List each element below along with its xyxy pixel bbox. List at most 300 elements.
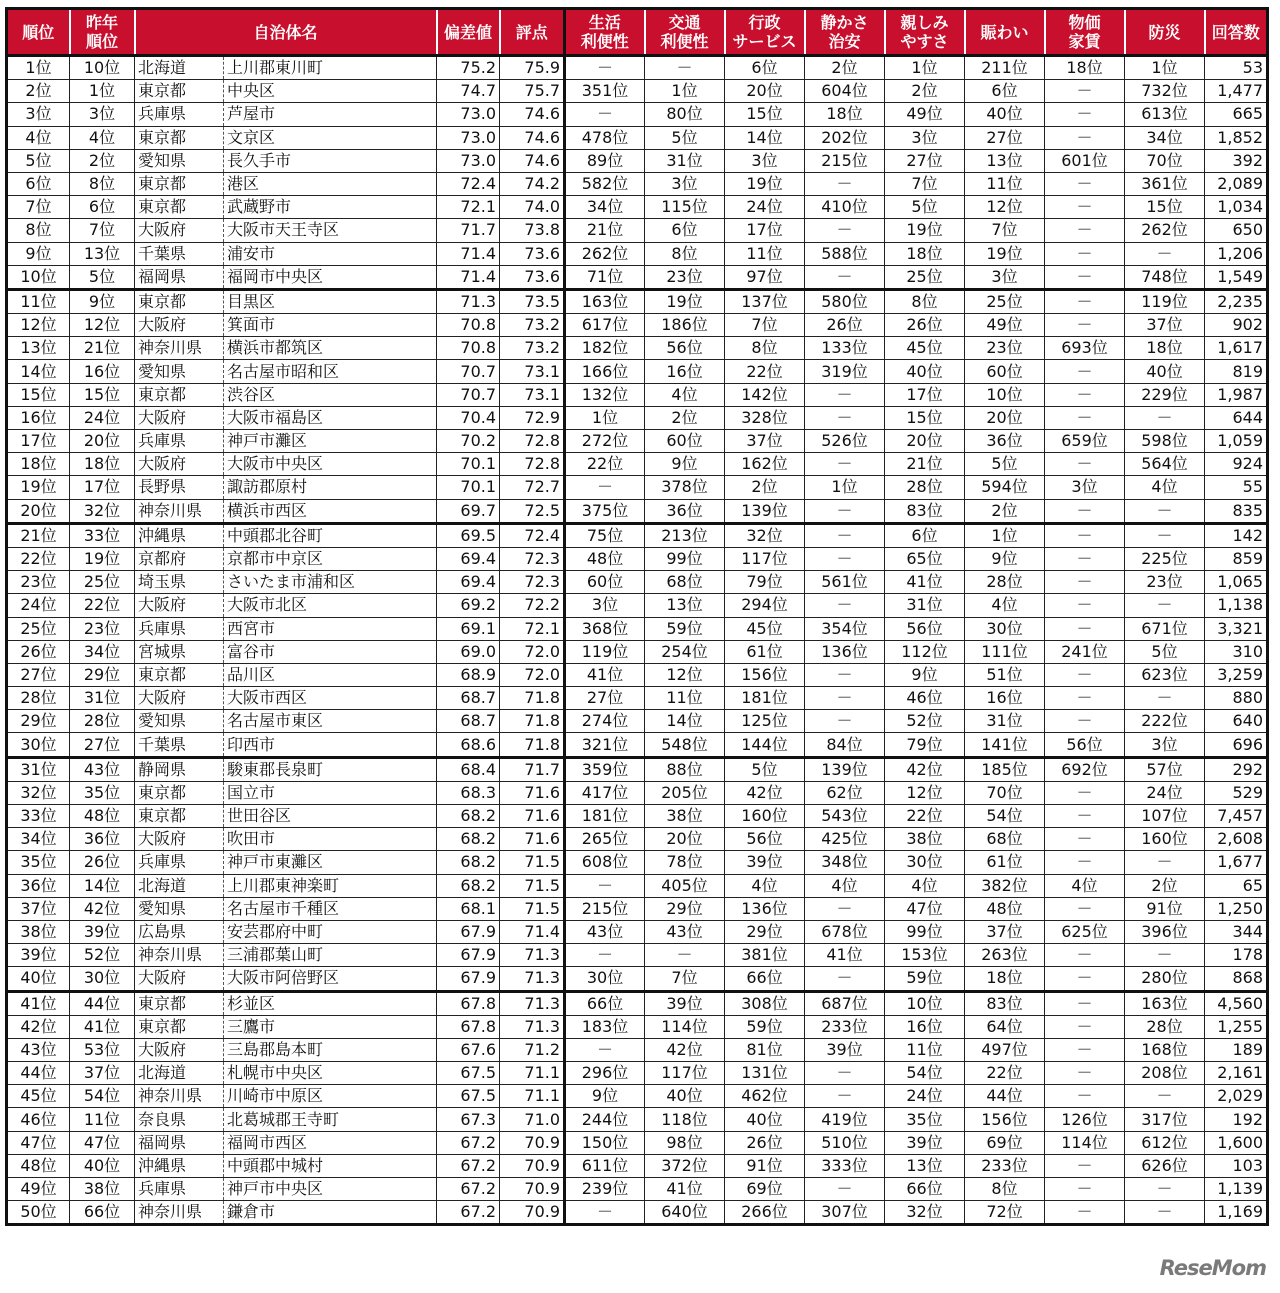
cell-responses: 868 — [1205, 967, 1268, 991]
cell-score: 70.9 — [500, 1201, 565, 1225]
cell-friendliness: 59位 — [885, 967, 965, 991]
cell-rank: 41位 — [7, 991, 70, 1015]
cell-responses: 1,677 — [1205, 851, 1268, 874]
cell-living-convenience: 181位 — [565, 805, 645, 828]
cell-quiet-safety: 526位 — [805, 430, 885, 453]
cell-responses: 4,560 — [1205, 991, 1268, 1015]
cell-prefecture: 大阪府 — [135, 687, 224, 710]
cell-score: 71.1 — [500, 1062, 565, 1085]
cell-rank: 4位 — [7, 126, 70, 149]
cell-quiet-safety: 588位 — [805, 242, 885, 265]
cell-transport-convenience: 39位 — [645, 991, 725, 1015]
cell-admin-service: 61位 — [725, 640, 805, 663]
cell-transport-convenience: 11位 — [645, 687, 725, 710]
cell-prices-rent: － — [1045, 242, 1125, 265]
cell-score: 71.5 — [500, 851, 565, 874]
cell-transport-convenience: 38位 — [645, 805, 725, 828]
table-row — [7, 172, 1268, 195]
cell-living-convenience: 262位 — [565, 242, 645, 265]
cell-deviation: 70.4 — [437, 406, 500, 429]
cell-municipality: 神戸市東灘区 — [224, 851, 437, 874]
cell-rank: 28位 — [7, 687, 70, 710]
cell-transport-convenience: 640位 — [645, 1201, 725, 1225]
cell-prices-rent: － — [1045, 710, 1125, 733]
cell-score: 71.8 — [500, 687, 565, 710]
cell-quiet-safety: 333位 — [805, 1154, 885, 1177]
cell-friendliness: 52位 — [885, 710, 965, 733]
table-row — [7, 360, 1268, 383]
cell-disaster-prevention: 317位 — [1125, 1108, 1205, 1131]
cell-friendliness: 46位 — [885, 687, 965, 710]
cell-municipality: 世田谷区 — [224, 805, 437, 828]
cell-score: 73.1 — [500, 360, 565, 383]
cell-admin-service: 20位 — [725, 80, 805, 103]
cell-responses: 665 — [1205, 103, 1268, 126]
cell-deviation: 68.2 — [437, 805, 500, 828]
cell-quiet-safety: 687位 — [805, 991, 885, 1015]
cell-transport-convenience: 14位 — [645, 710, 725, 733]
cell-last-year-rank: 3位 — [70, 103, 135, 126]
table-row — [7, 805, 1268, 828]
cell-quiet-safety: 319位 — [805, 360, 885, 383]
cell-prefecture: 大阪府 — [135, 1038, 224, 1061]
cell-responses: 880 — [1205, 687, 1268, 710]
cell-living-convenience: 272位 — [565, 430, 645, 453]
cell-friendliness: 65位 — [885, 547, 965, 570]
cell-quiet-safety: 41位 — [805, 944, 885, 967]
cell-score: 71.3 — [500, 967, 565, 991]
cell-transport-convenience: 16位 — [645, 360, 725, 383]
cell-deviation: 67.8 — [437, 1015, 500, 1038]
cell-quiet-safety: 410位 — [805, 196, 885, 219]
cell-friendliness: 42位 — [885, 757, 965, 781]
cell-rank: 22位 — [7, 547, 70, 570]
cell-disaster-prevention: － — [1125, 1178, 1205, 1201]
cell-transport-convenience: 56位 — [645, 337, 725, 360]
cell-responses: 640 — [1205, 710, 1268, 733]
cell-friendliness: 25位 — [885, 265, 965, 289]
cell-municipality: 三鷹市 — [224, 1015, 437, 1038]
cell-responses: 835 — [1205, 499, 1268, 523]
cell-friendliness: 153位 — [885, 944, 965, 967]
cell-municipality: さいたま市浦和区 — [224, 571, 437, 594]
cell-disaster-prevention: 4位 — [1125, 476, 1205, 499]
cell-friendliness: 13位 — [885, 1154, 965, 1177]
cell-disaster-prevention: 15位 — [1125, 196, 1205, 219]
cell-transport-convenience: 29位 — [645, 897, 725, 920]
cell-living-convenience: 265位 — [565, 828, 645, 851]
cell-liveliness: 37位 — [965, 920, 1045, 943]
cell-friendliness: 47位 — [885, 897, 965, 920]
cell-quiet-safety: 561位 — [805, 571, 885, 594]
cell-friendliness: 49位 — [885, 103, 965, 126]
cell-deviation: 68.2 — [437, 874, 500, 897]
cell-municipality: 港区 — [224, 172, 437, 195]
cell-admin-service: 15位 — [725, 103, 805, 126]
cell-municipality: 駿東郡長泉町 — [224, 757, 437, 781]
cell-municipality: 大阪市中央区 — [224, 453, 437, 476]
cell-friendliness: 3位 — [885, 126, 965, 149]
cell-responses: 3,321 — [1205, 617, 1268, 640]
cell-disaster-prevention: 208位 — [1125, 1062, 1205, 1085]
cell-quiet-safety: 136位 — [805, 640, 885, 663]
cell-friendliness: 56位 — [885, 617, 965, 640]
cell-liveliness: 30位 — [965, 617, 1045, 640]
cell-friendliness: 66位 — [885, 1178, 965, 1201]
cell-prices-rent: 241位 — [1045, 640, 1125, 663]
cell-prefecture: 大阪府 — [135, 967, 224, 991]
cell-disaster-prevention: 222位 — [1125, 710, 1205, 733]
cell-municipality: 名古屋市千種区 — [224, 897, 437, 920]
cell-admin-service: 40位 — [725, 1108, 805, 1131]
cell-prefecture: 神奈川県 — [135, 337, 224, 360]
cell-transport-convenience: 118位 — [645, 1108, 725, 1131]
cell-living-convenience: 119位 — [565, 640, 645, 663]
cell-liveliness: 40位 — [965, 103, 1045, 126]
cell-admin-service: 162位 — [725, 453, 805, 476]
cell-prices-rent: 114位 — [1045, 1131, 1125, 1154]
cell-friendliness: 79位 — [885, 733, 965, 757]
cell-score: 71.5 — [500, 874, 565, 897]
cell-admin-service: 294位 — [725, 594, 805, 617]
cell-living-convenience: 417位 — [565, 781, 645, 804]
cell-disaster-prevention: 671位 — [1125, 617, 1205, 640]
cell-liveliness: 36位 — [965, 430, 1045, 453]
table-row — [7, 453, 1268, 476]
cell-municipality: 諏訪郡原村 — [224, 476, 437, 499]
cell-deviation: 75.2 — [437, 56, 500, 80]
cell-responses: 696 — [1205, 733, 1268, 757]
cell-quiet-safety: － — [805, 897, 885, 920]
cell-living-convenience: 244位 — [565, 1108, 645, 1131]
cell-transport-convenience: 68位 — [645, 571, 725, 594]
cell-rank: 24位 — [7, 594, 70, 617]
cell-rank: 9位 — [7, 242, 70, 265]
table-row — [7, 710, 1268, 733]
cell-admin-service: 29位 — [725, 920, 805, 943]
cell-liveliness: 263位 — [965, 944, 1045, 967]
cell-admin-service: 32位 — [725, 523, 805, 547]
cell-prices-rent: 659位 — [1045, 430, 1125, 453]
cell-disaster-prevention: 598位 — [1125, 430, 1205, 453]
cell-prices-rent: － — [1045, 851, 1125, 874]
cell-score: 71.6 — [500, 828, 565, 851]
cell-transport-convenience: 31位 — [645, 149, 725, 172]
cell-deviation: 70.8 — [437, 337, 500, 360]
header-responses: 回答数 — [1205, 9, 1268, 56]
cell-transport-convenience: － — [645, 944, 725, 967]
header-municipality: 自治体名 — [135, 9, 437, 56]
cell-municipality: 名古屋市昭和区 — [224, 360, 437, 383]
cell-living-convenience: 351位 — [565, 80, 645, 103]
cell-liveliness: 18位 — [965, 967, 1045, 991]
cell-last-year-rank: 42位 — [70, 897, 135, 920]
cell-liveliness: 1位 — [965, 523, 1045, 547]
table-row — [7, 265, 1268, 289]
cell-transport-convenience: 5位 — [645, 126, 725, 149]
cell-last-year-rank: 4位 — [70, 126, 135, 149]
cell-score: 72.3 — [500, 571, 565, 594]
cell-prices-rent: － — [1045, 80, 1125, 103]
cell-liveliness: 13位 — [965, 149, 1045, 172]
cell-admin-service: 125位 — [725, 710, 805, 733]
cell-prices-rent: 3位 — [1045, 476, 1125, 499]
cell-deviation: 71.7 — [437, 219, 500, 242]
cell-disaster-prevention: 361位 — [1125, 172, 1205, 195]
cell-rank: 39位 — [7, 944, 70, 967]
cell-prefecture: 東京都 — [135, 172, 224, 195]
cell-score: 72.7 — [500, 476, 565, 499]
cell-score: 70.9 — [500, 1154, 565, 1177]
cell-disaster-prevention: 732位 — [1125, 80, 1205, 103]
cell-score: 71.3 — [500, 944, 565, 967]
cell-quiet-safety: － — [805, 383, 885, 406]
cell-transport-convenience: 23位 — [645, 265, 725, 289]
cell-quiet-safety: － — [805, 265, 885, 289]
cell-deviation: 68.6 — [437, 733, 500, 757]
cell-score: 73.2 — [500, 314, 565, 337]
cell-friendliness: 39位 — [885, 1131, 965, 1154]
cell-quiet-safety: 133位 — [805, 337, 885, 360]
cell-admin-service: 328位 — [725, 406, 805, 429]
cell-responses: 2,235 — [1205, 289, 1268, 313]
cell-transport-convenience: 378位 — [645, 476, 725, 499]
cell-quiet-safety: 354位 — [805, 617, 885, 640]
cell-score: 71.8 — [500, 733, 565, 757]
table-row — [7, 383, 1268, 406]
cell-responses: 2,089 — [1205, 172, 1268, 195]
cell-rank: 29位 — [7, 710, 70, 733]
cell-disaster-prevention: 18位 — [1125, 337, 1205, 360]
cell-rank: 23位 — [7, 571, 70, 594]
cell-rank: 17位 — [7, 430, 70, 453]
table-row — [7, 406, 1268, 429]
cell-rank: 1位 — [7, 56, 70, 80]
cell-friendliness: 112位 — [885, 640, 965, 663]
cell-admin-service: 381位 — [725, 944, 805, 967]
table-row — [7, 337, 1268, 360]
cell-prices-rent: － — [1045, 1154, 1125, 1177]
table-row — [7, 289, 1268, 313]
table-row — [7, 149, 1268, 172]
cell-disaster-prevention: － — [1125, 406, 1205, 429]
cell-disaster-prevention: 23位 — [1125, 571, 1205, 594]
table-row — [7, 687, 1268, 710]
cell-transport-convenience: 13位 — [645, 594, 725, 617]
table-row — [7, 1038, 1268, 1061]
cell-prices-rent: － — [1045, 1178, 1125, 1201]
cell-deviation: 69.5 — [437, 523, 500, 547]
cell-prefecture: 兵庫県 — [135, 430, 224, 453]
cell-transport-convenience: 1位 — [645, 80, 725, 103]
cell-quiet-safety: 348位 — [805, 851, 885, 874]
cell-friendliness: 16位 — [885, 1015, 965, 1038]
cell-liveliness: 20位 — [965, 406, 1045, 429]
cell-municipality: 大阪市西区 — [224, 687, 437, 710]
cell-municipality: 富谷市 — [224, 640, 437, 663]
cell-prices-rent: 692位 — [1045, 757, 1125, 781]
cell-prefecture: 奈良県 — [135, 1108, 224, 1131]
cell-transport-convenience: 99位 — [645, 547, 725, 570]
cell-prices-rent: － — [1045, 663, 1125, 686]
cell-transport-convenience: － — [645, 56, 725, 80]
cell-admin-service: 17位 — [725, 219, 805, 242]
cell-deviation: 69.4 — [437, 571, 500, 594]
cell-prefecture: 東京都 — [135, 663, 224, 686]
cell-prices-rent: － — [1045, 617, 1125, 640]
cell-prices-rent: － — [1045, 967, 1125, 991]
cell-friendliness: 99位 — [885, 920, 965, 943]
cell-municipality: 中央区 — [224, 80, 437, 103]
cell-admin-service: 2位 — [725, 476, 805, 499]
cell-transport-convenience: 43位 — [645, 920, 725, 943]
cell-disaster-prevention: 612位 — [1125, 1131, 1205, 1154]
cell-deviation: 69.0 — [437, 640, 500, 663]
cell-disaster-prevention: － — [1125, 1201, 1205, 1225]
cell-friendliness: 9位 — [885, 663, 965, 686]
cell-disaster-prevention: － — [1125, 851, 1205, 874]
cell-deviation: 67.2 — [437, 1154, 500, 1177]
cell-deviation: 70.8 — [437, 314, 500, 337]
cell-responses: 1,169 — [1205, 1201, 1268, 1225]
cell-score: 74.6 — [500, 126, 565, 149]
cell-last-year-rank: 8位 — [70, 172, 135, 195]
cell-deviation: 68.2 — [437, 828, 500, 851]
table-row — [7, 1154, 1268, 1177]
cell-quiet-safety: 215位 — [805, 149, 885, 172]
cell-last-year-rank: 47位 — [70, 1131, 135, 1154]
cell-rank: 2位 — [7, 80, 70, 103]
cell-liveliness: 48位 — [965, 897, 1045, 920]
cell-rank: 11位 — [7, 289, 70, 313]
cell-prefecture: 大阪府 — [135, 828, 224, 851]
cell-living-convenience: － — [565, 56, 645, 80]
cell-prefecture: 北海道 — [135, 1062, 224, 1085]
cell-liveliness: 4位 — [965, 594, 1045, 617]
cell-prefecture: 愛知県 — [135, 149, 224, 172]
cell-responses: 1,852 — [1205, 126, 1268, 149]
cell-prices-rent: － — [1045, 1062, 1125, 1085]
cell-score: 70.9 — [500, 1131, 565, 1154]
cell-prefecture: 千葉県 — [135, 733, 224, 757]
cell-friendliness: 27位 — [885, 149, 965, 172]
cell-transport-convenience: 186位 — [645, 314, 725, 337]
cell-disaster-prevention: 229位 — [1125, 383, 1205, 406]
cell-liveliness: 8位 — [965, 1178, 1045, 1201]
cell-deviation: 68.2 — [437, 851, 500, 874]
cell-deviation: 67.9 — [437, 944, 500, 967]
cell-prefecture: 北海道 — [135, 874, 224, 897]
cell-disaster-prevention: 225位 — [1125, 547, 1205, 570]
cell-last-year-rank: 36位 — [70, 828, 135, 851]
cell-admin-service: 37位 — [725, 430, 805, 453]
cell-rank: 40位 — [7, 967, 70, 991]
cell-responses: 644 — [1205, 406, 1268, 429]
cell-responses: 103 — [1205, 1154, 1268, 1177]
cell-disaster-prevention: 57位 — [1125, 757, 1205, 781]
cell-prices-rent: － — [1045, 219, 1125, 242]
cell-last-year-rank: 18位 — [70, 453, 135, 476]
cell-liveliness: 16位 — [965, 687, 1045, 710]
cell-score: 73.1 — [500, 383, 565, 406]
cell-deviation: 68.3 — [437, 781, 500, 804]
cell-prices-rent: － — [1045, 126, 1125, 149]
cell-last-year-rank: 33位 — [70, 523, 135, 547]
cell-admin-service: 7位 — [725, 314, 805, 337]
cell-responses: 1,206 — [1205, 242, 1268, 265]
cell-municipality: 大阪市福島区 — [224, 406, 437, 429]
cell-responses: 1,138 — [1205, 594, 1268, 617]
cell-municipality: 国立市 — [224, 781, 437, 804]
cell-prices-rent: 601位 — [1045, 149, 1125, 172]
cell-deviation: 68.1 — [437, 897, 500, 920]
cell-last-year-rank: 6位 — [70, 196, 135, 219]
cell-responses: 1,059 — [1205, 430, 1268, 453]
cell-prefecture: 北海道 — [135, 56, 224, 80]
cell-deviation: 68.4 — [437, 757, 500, 781]
cell-living-convenience: 239位 — [565, 1178, 645, 1201]
cell-municipality: 品川区 — [224, 663, 437, 686]
cell-deviation: 71.4 — [437, 265, 500, 289]
cell-rank: 5位 — [7, 149, 70, 172]
cell-rank: 47位 — [7, 1131, 70, 1154]
cell-prefecture: 宮城県 — [135, 640, 224, 663]
cell-disaster-prevention: 34位 — [1125, 126, 1205, 149]
cell-prefecture: 兵庫県 — [135, 103, 224, 126]
cell-score: 71.5 — [500, 897, 565, 920]
cell-quiet-safety: 510位 — [805, 1131, 885, 1154]
cell-admin-service: 79位 — [725, 571, 805, 594]
cell-deviation: 74.7 — [437, 80, 500, 103]
cell-transport-convenience: 60位 — [645, 430, 725, 453]
cell-prefecture: 東京都 — [135, 383, 224, 406]
cell-liveliness: 54位 — [965, 805, 1045, 828]
cell-liveliness: 70位 — [965, 781, 1045, 804]
cell-responses: 1,255 — [1205, 1015, 1268, 1038]
cell-prefecture: 福岡県 — [135, 1131, 224, 1154]
cell-transport-convenience: 59位 — [645, 617, 725, 640]
cell-prefecture: 東京都 — [135, 781, 224, 804]
header-transport-convenience: 交通 利便性 — [645, 9, 725, 56]
cell-living-convenience: 375位 — [565, 499, 645, 523]
cell-prefecture: 千葉県 — [135, 242, 224, 265]
cell-liveliness: 44位 — [965, 1085, 1045, 1108]
cell-responses: 529 — [1205, 781, 1268, 804]
cell-rank: 43位 — [7, 1038, 70, 1061]
cell-last-year-rank: 52位 — [70, 944, 135, 967]
header-quiet-safety: 静かさ 治安 — [805, 9, 885, 56]
cell-friendliness: 17位 — [885, 383, 965, 406]
cell-living-convenience: 296位 — [565, 1062, 645, 1085]
cell-last-year-rank: 7位 — [70, 219, 135, 242]
cell-friendliness: 22位 — [885, 805, 965, 828]
cell-quiet-safety: 1位 — [805, 476, 885, 499]
table-row — [7, 499, 1268, 523]
cell-municipality: 上川郡東神楽町 — [224, 874, 437, 897]
cell-prefecture: 愛知県 — [135, 897, 224, 920]
cell-quiet-safety: 425位 — [805, 828, 885, 851]
cell-score: 72.8 — [500, 453, 565, 476]
table-row — [7, 828, 1268, 851]
cell-deviation: 67.5 — [437, 1062, 500, 1085]
cell-transport-convenience: 12位 — [645, 663, 725, 686]
cell-living-convenience: 60位 — [565, 571, 645, 594]
cell-admin-service: 181位 — [725, 687, 805, 710]
table-row — [7, 1015, 1268, 1038]
cell-rank: 31位 — [7, 757, 70, 781]
cell-liveliness: 3位 — [965, 265, 1045, 289]
cell-living-convenience: 41位 — [565, 663, 645, 686]
